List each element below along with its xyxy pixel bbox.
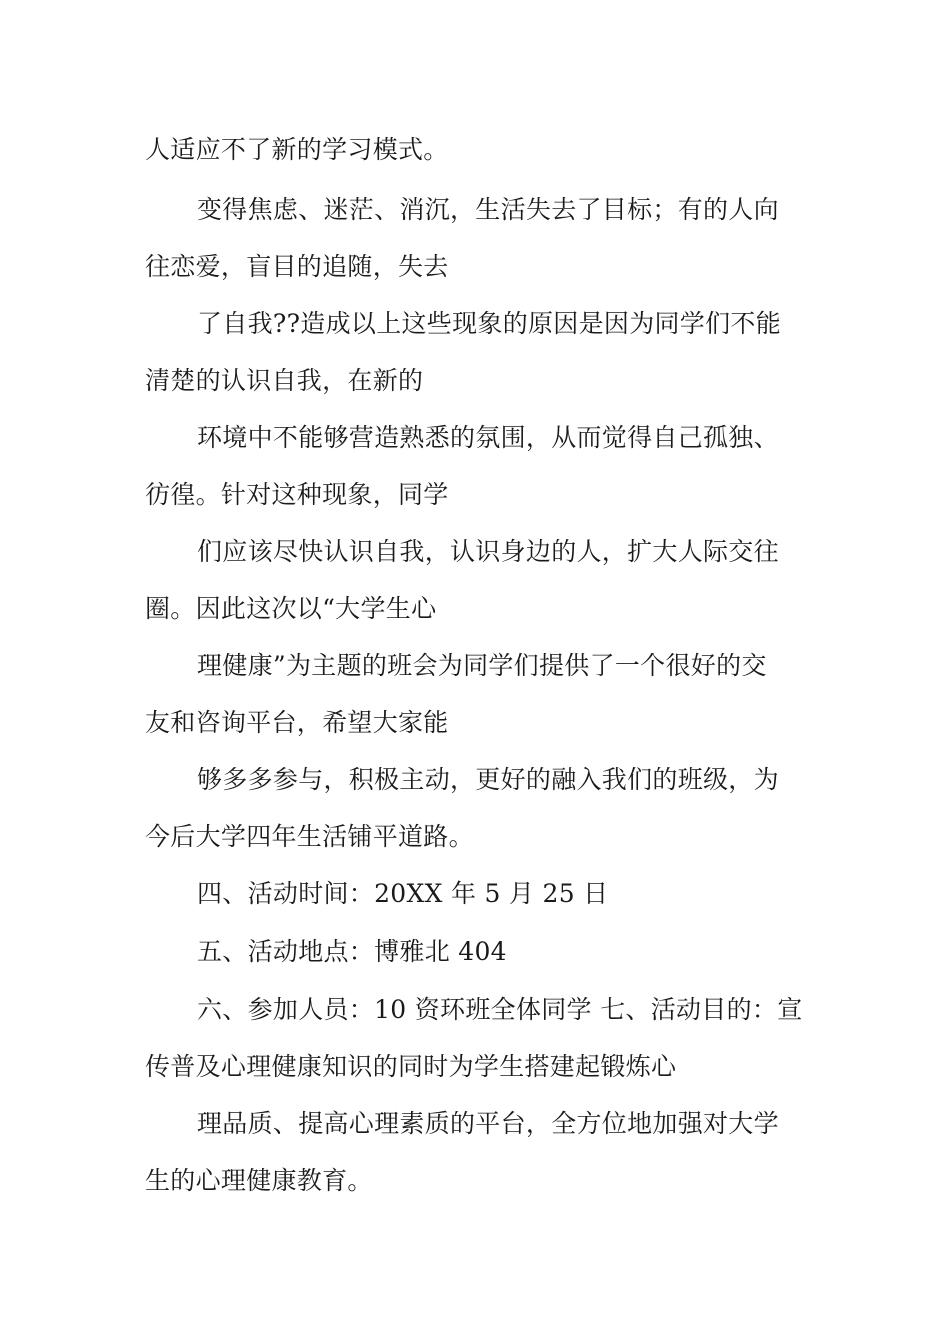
text-line: 彷徨。针对这种现象，同学 bbox=[145, 480, 449, 509]
text-line: 了自我??造成以上这些现象的原因是因为同学们不能 bbox=[197, 309, 782, 338]
text-line: 够多多参与，积极主动，更好的融入我们的班级，为 bbox=[197, 765, 779, 794]
text-line: 理健康”为主题的班会为同学们提供了一个很好的交 bbox=[197, 651, 767, 680]
text-line: 生的心理健康教育。 bbox=[145, 1166, 373, 1195]
text-line: 友和咨询平台，希望大家能 bbox=[145, 708, 449, 737]
text-line: 们应该尽快认识自我，认识身边的人，扩大人际交往 bbox=[197, 537, 779, 566]
text-line: 四、活动时间：20XX 年 5 月 25 日 bbox=[197, 879, 609, 908]
text-line: 理品质、提高心理素质的平台，全方位地加强对大学 bbox=[197, 1109, 779, 1138]
text-line: 环境中不能够营造熟悉的氛围，从而觉得自己孤独、 bbox=[197, 423, 779, 452]
text-line: 今后大学四年生活铺平道路。 bbox=[145, 822, 474, 851]
text-line: 传普及心理健康知识的同时为学生搭建起锻炼心 bbox=[145, 1052, 677, 1081]
text-line: 圈。因此这次以“大学生心 bbox=[145, 594, 437, 623]
text-line: 六、参加人员：10 资环班全体同学 七、活动目的：宣 bbox=[197, 995, 803, 1024]
text-line: 清楚的认识自我，在新的 bbox=[145, 366, 424, 395]
text-line: 往恋爱，盲目的追随，失去 bbox=[145, 252, 449, 281]
text-line: 五、活动地点：博雅北 404 bbox=[197, 937, 507, 966]
text-line: 变得焦虑、迷茫、消沉，生活失去了目标；有的人向 bbox=[197, 195, 779, 224]
text-line: 人适应不了新的学习模式。 bbox=[145, 135, 449, 164]
